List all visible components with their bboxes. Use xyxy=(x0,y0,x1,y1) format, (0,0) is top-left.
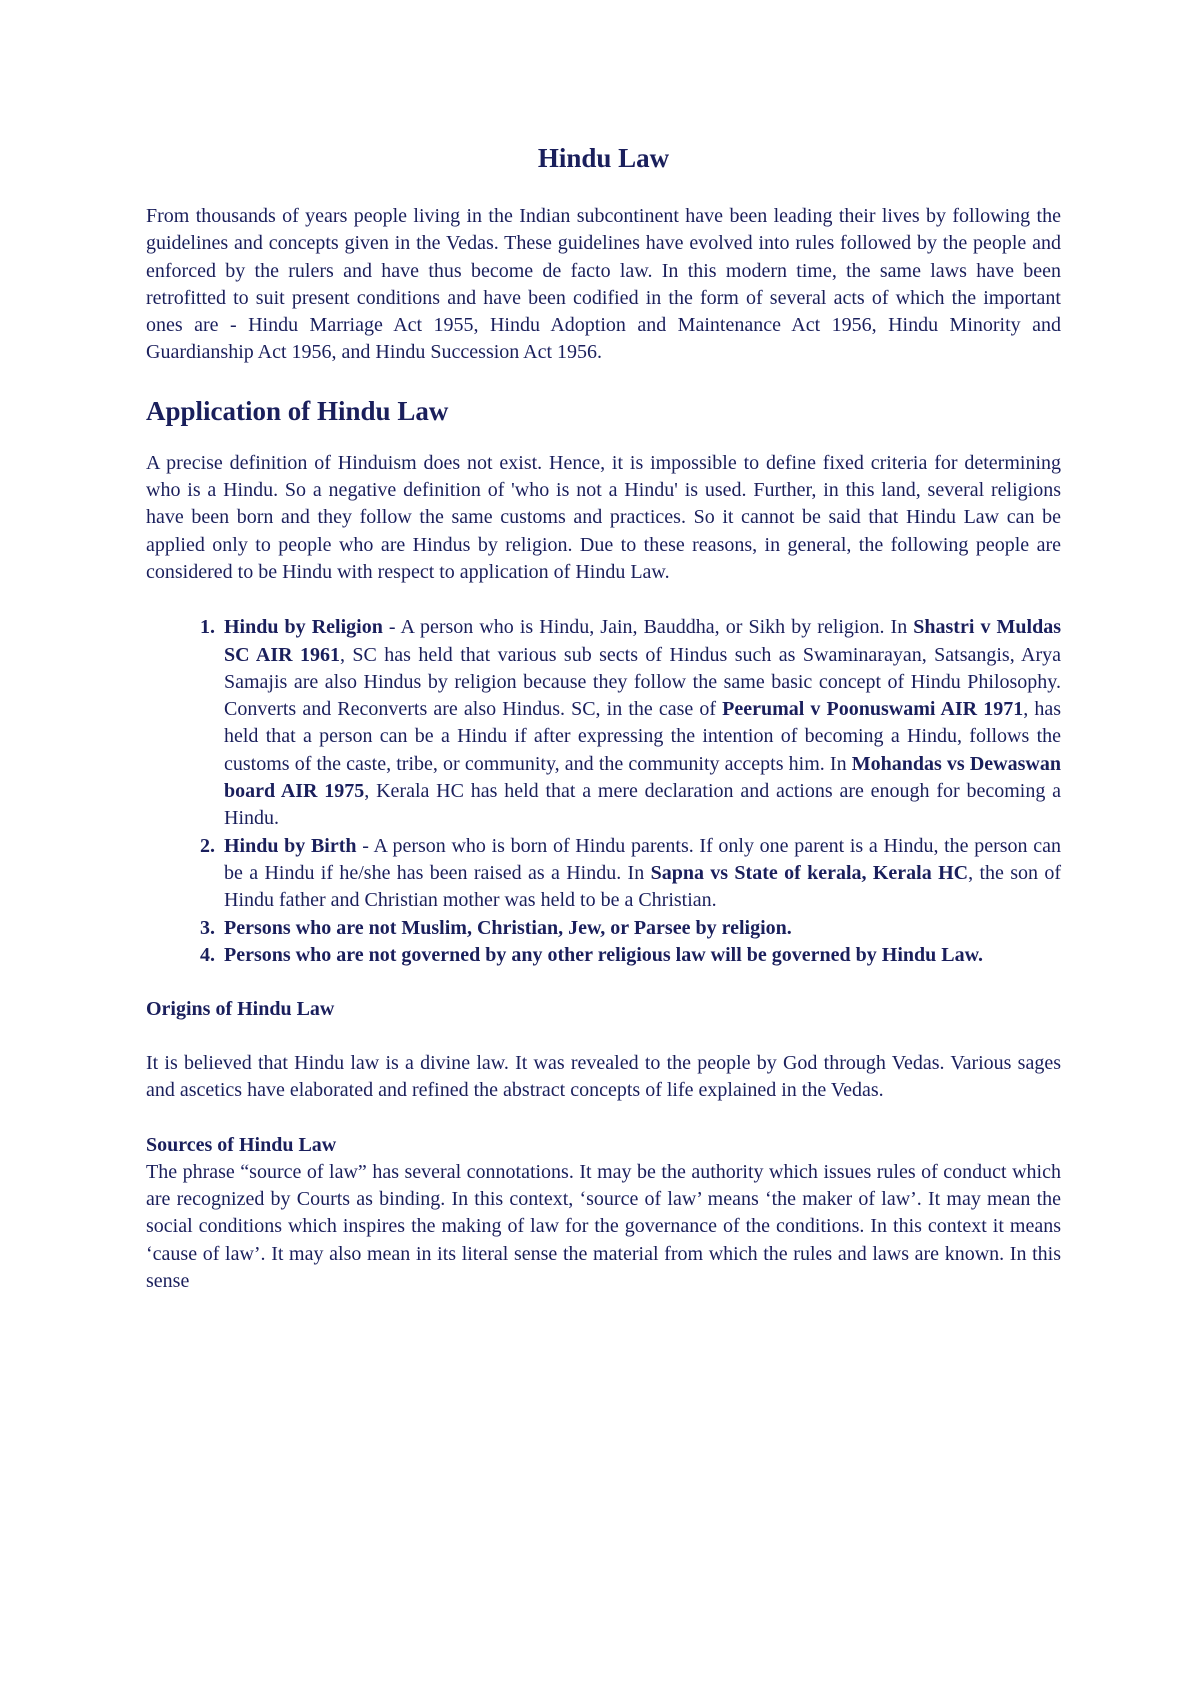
application-paragraph: A precise definition of Hinduism does not exist. Hence, it is impossible to define fixed criteria for determining who is a Hindu. So a negative definition of 'who is not a Hindu' is used. Further, in this land, several religions have been born and they follow the same customs and practices. So it cannot be said that Hindu Law can be applied only to people who are Hindus by religion. Due to these reasons, in general, the following people are considered to be Hindu with respect to application of Hindu Law. xyxy=(146,451,1061,583)
item-lead: Persons who are not Muslim, Christian, Jew, or Parsee by religion. xyxy=(224,916,792,939)
intro-paragraph: From thousands of years people living in the Indian subcontinent have been leading their lives by following the guidelines and concepts given in the Vedas. These guidelines have evolved into rules followed by the people and enforced by the rulers and have thus become de facto law. In this modern time, the same laws have been retrofitted to suit present conditions and have been codified in the form of several acts of which the important ones are - Hindu Marriage Act 1955, Hindu Adoption and Maintenance Act 1956, Hindu Minority and Guardianship Act 1956, and Hindu Succession Act 1956. xyxy=(146,205,1061,364)
item-text: , Kerala HC has held that a mere declaration and actions are enough for becoming a Hindu. xyxy=(224,780,1061,830)
sources-heading: Sources of Hindu Law xyxy=(146,1133,337,1156)
item-text: - A person who is born of Hindu parents. If only one parent is a Hindu, the person can be a Hindu if he/she has been raised as a Hindu. In xyxy=(224,834,1061,884)
case-citation: Sapna vs State of kerala, Kerala HC xyxy=(650,861,969,884)
item-lead: Persons who are not governed by any other religious law will be governed by Hindu Law. xyxy=(224,943,983,966)
item-text: , SC has held that various sub sects of Hindus such as Swaminarayan, Satsangis, Arya Samajis are also Hindus by religion because they follow the same basic concept of Hindu Philosophy. Converts and Reconverts are also Hindus. SC, in the case of xyxy=(224,643,1061,721)
item-text: , has held that a person can be a Hindu if after expressing the intention of becoming a Hindu, follows the customs of the caste, tribe, or community, and the community accepts him. In xyxy=(224,698,1061,775)
list-item-hindu-by-birth xyxy=(220,833,1061,915)
item-lead: Hindu by Birth xyxy=(224,834,357,857)
case-citation: Shastri v Muldas SC AIR 1961 xyxy=(224,616,1061,666)
item-text: - A person who is Hindu, Jain, Bauddha, or Sikh by religion. In xyxy=(382,616,914,639)
sources-paragraph: The phrase “source of law” has several connotations. It may be the authority which issues rules of conduct which are recognized by Courts as binding. In this context, ‘source of law’ means ‘the maker of law’. It may mean the social conditions which inspires the making of law for the governance of the conditions. In this context it means ‘cause of law’. It may also mean in its literal sense the material from which the rules and laws are known. In this sense xyxy=(146,1160,1061,1292)
case-citation: Peerumal v Poonuswami AIR 1971 xyxy=(722,698,1024,721)
item-lead: Hindu by Religion xyxy=(224,616,383,639)
origins-heading: Origins of Hindu Law xyxy=(146,998,335,1021)
list-item-not-governed-other-law xyxy=(220,942,1061,969)
origins-paragraph: It is believed that Hindu law is a divine law. It was revealed to the people by God through Vedas. Various sages and ascetics have elaborated and refined the abstract concepts of life explained in the Vedas. xyxy=(146,1052,1061,1102)
application-list xyxy=(146,614,1061,969)
item-text: , the son of Hindu father and Christian mother was held to be a Christian. xyxy=(224,861,1062,912)
application-heading: Application of Hindu Law xyxy=(146,395,449,426)
case-citation: Mohandas vs Dewaswan board AIR 1975 xyxy=(224,752,1061,803)
list-item-not-other-religion xyxy=(220,915,1061,942)
list-item-hindu-by-religion xyxy=(220,614,1061,832)
document-title: Hindu Law xyxy=(537,143,670,173)
